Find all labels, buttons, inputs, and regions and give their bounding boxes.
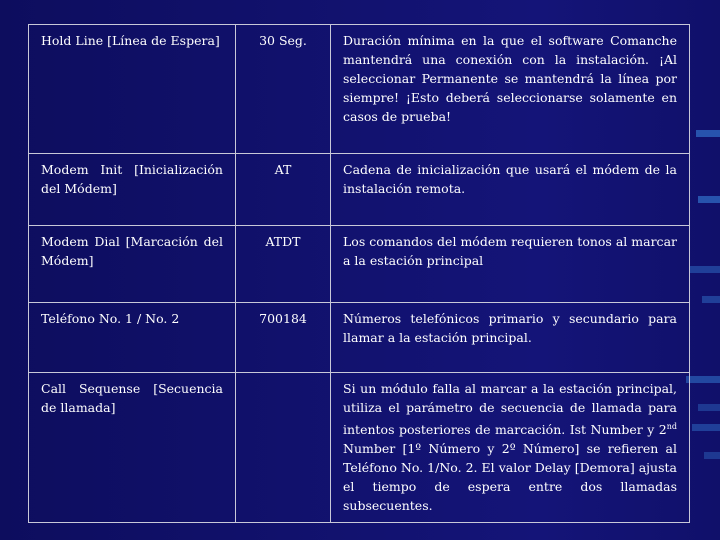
parameter-value: 700184 [236, 303, 331, 373]
description-text: Si un módulo falla al marcar a la estación principal, utiliza el parámetro de secuencia de llamada para intentos posteriores de marcación. Ist Number y 2 [343, 381, 677, 438]
table-row [29, 226, 690, 303]
parameter-description: Números telefónicos primario y secundario para llamar a la estación principal. [331, 303, 690, 373]
parameter-name: Modem Init [Inicialización del Módem] [29, 154, 236, 226]
parameter-name: Modem Dial [Marcación del Módem] [29, 226, 236, 303]
parameters-table [28, 24, 690, 523]
table-row [29, 373, 690, 523]
parameter-description: Duración mínima en la que el software Comanche mantendrá una conexión con la instalación. ¡Al seleccionar Permanente se mantendrá la línea por siempre! ¡Esto deberá seleccionarse solamente en casos de prueba! [331, 25, 690, 154]
table-row [29, 303, 690, 373]
parameter-name: Hold Line [Línea de Espera] [29, 25, 236, 154]
parameter-value: AT [236, 154, 331, 226]
parameter-name: Call Sequense [Secuencia de llamada] [29, 373, 236, 523]
parameter-value: 30 Seg. [236, 25, 331, 154]
table-row [29, 154, 690, 226]
decorative-stripe [698, 196, 720, 203]
parameter-name: Teléfono No. 1 / No. 2 [29, 303, 236, 373]
decorative-stripe [698, 404, 720, 411]
decorative-stripe [696, 130, 720, 137]
parameter-description: Los comandos del módem requieren tonos al marcar a la estación principal [331, 226, 690, 303]
parameter-value [236, 373, 331, 523]
description-text: Number [1º Número y 2º Número] se refieren al Teléfono No. 1/No. 2. El valor Delay [Demora] ajusta el tiempo de espera entre dos llamadas subsecuentes. [343, 441, 677, 514]
decorative-stripe [690, 266, 720, 273]
decorative-stripe [704, 452, 720, 459]
decorative-stripe [692, 424, 720, 431]
decorative-stripe [686, 376, 720, 383]
parameter-description [331, 373, 690, 523]
decorative-stripe [702, 296, 720, 303]
table-row [29, 25, 690, 154]
parameter-value: ATDT [236, 226, 331, 303]
ordinal-suffix: nd [666, 422, 677, 431]
parameter-description: Cadena de inicialización que usará el módem de la instalación remota. [331, 154, 690, 226]
